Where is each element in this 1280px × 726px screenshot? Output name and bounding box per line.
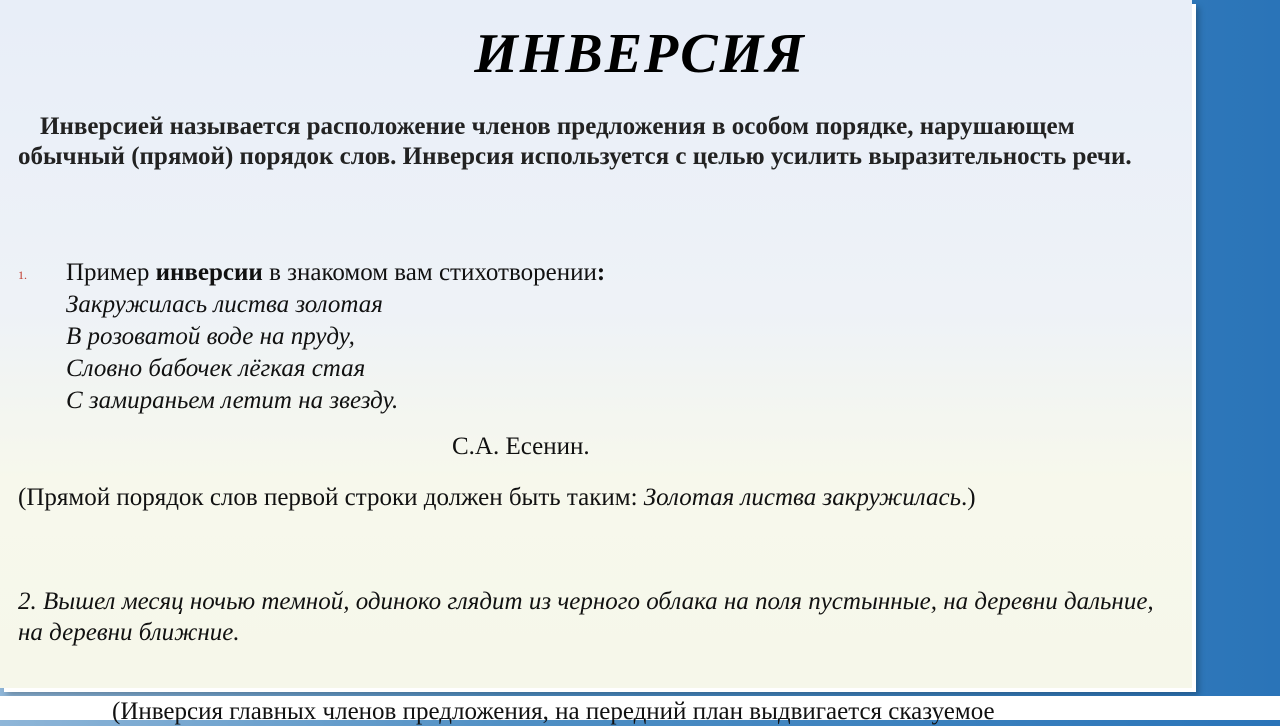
slide-title: ИНВЕРСИЯ (474, 23, 806, 85)
example-1 (66, 257, 605, 417)
intro-colon: : (596, 259, 606, 286)
direct-order-example: Золотая листва закружилась (643, 484, 961, 511)
intro-bold-term: инверсии (155, 259, 263, 286)
direct-order-prefix: (Прямой порядок слов первой строки должен быть таким: (18, 484, 644, 511)
direct-order-note (18, 484, 976, 512)
intro-text-after: в знакомом вам стихотворении (262, 259, 597, 286)
poem-line: Словно бабочек лёгкая стая (66, 355, 366, 382)
list-number-1: 1. (18, 268, 27, 282)
direct-order-suffix: .) (960, 484, 976, 511)
definition-paragraph: Инверсией называется расположение членов предложения в особом порядке, нарушающем обычный (прямой) порядок слов. Инверсия используется с целью усилить выразительность речи. (18, 113, 1132, 170)
poem-line: В розоватой воде на пруду, (66, 323, 355, 350)
poem-line: С замираньем летит на звезду. (66, 387, 399, 414)
intro-text-before: Пример (66, 259, 156, 286)
bottom-note: (Инверсия главных членов предложения, на передний план выдвигается сказуемое (112, 698, 995, 725)
poem-author: С.А. Есенин. (452, 433, 590, 460)
example-2: 2. Вышел месяц ночью темной, одиноко глядит из черного облака на поля пустынные, на деревни дальние, на деревни ближние. (18, 588, 1154, 646)
poem-line: Закружилась листва золотая (66, 291, 383, 318)
example-1-intro (66, 257, 605, 289)
